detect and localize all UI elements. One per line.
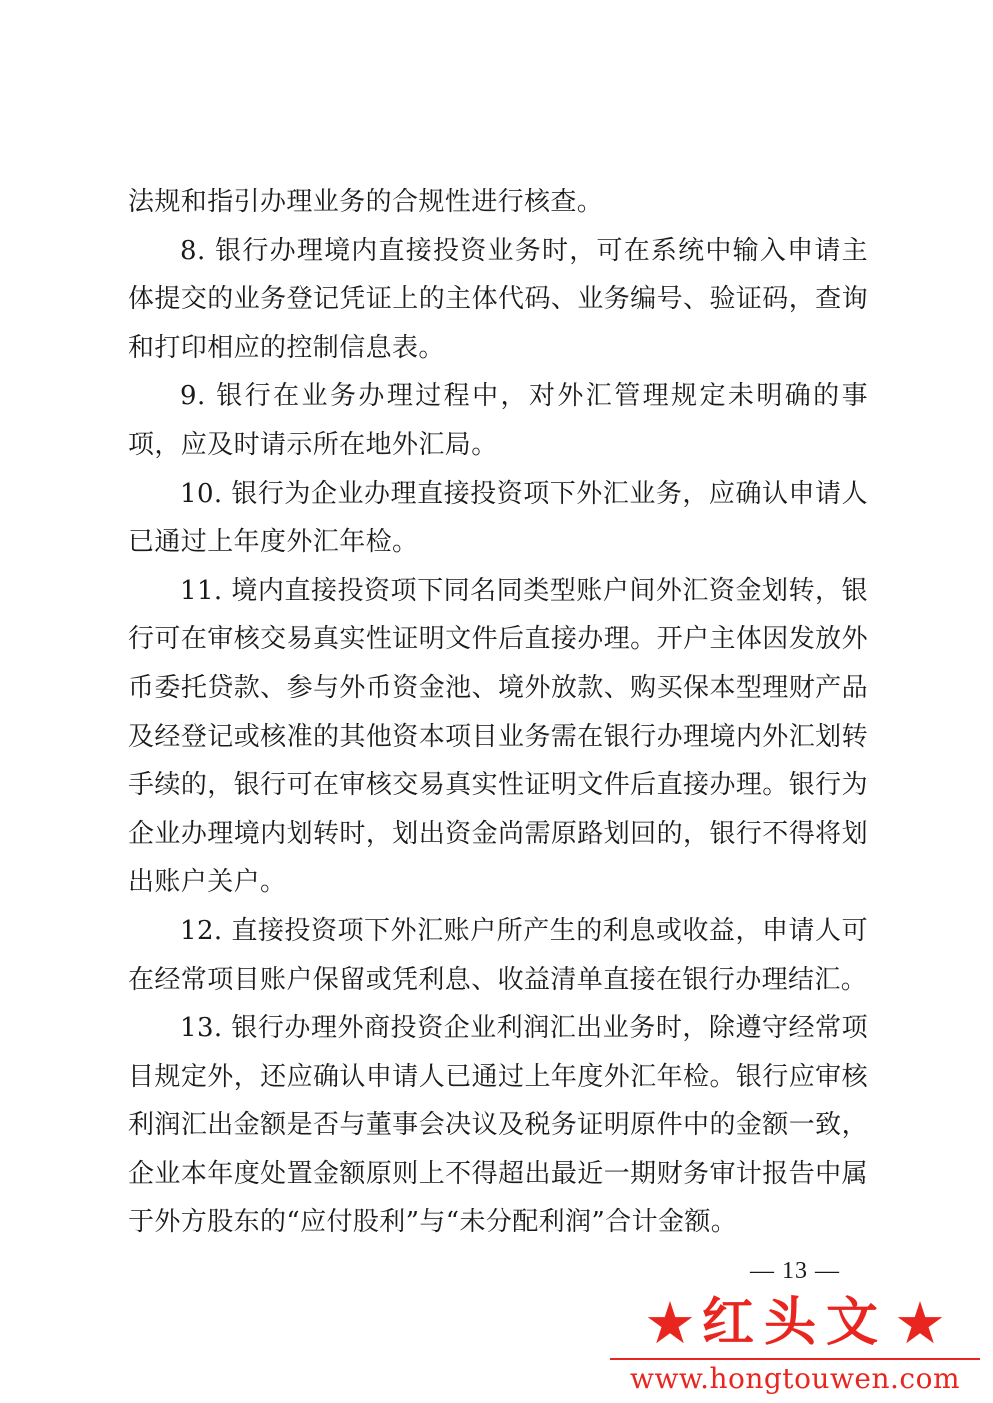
paragraph-item-10: 10. 银行为企业办理直接投资项下外汇业务，应确认申请人已通过上年度外汇年检。 — [128, 478, 868, 558]
paragraph-item-13: 13. 银行办理外商投资企业利润汇出业务时，除遵守经常项目规定外，还应确认申请人已通过上年度外汇年检。银行应审核利润汇出金额是否与董事会决议及税务证明原件中的金额一致，企业本年度处置金额原则上不得超出最近一期财务审计报告中属于外方股东的“应付股利”与“未分配利润”合计金额。 — [128, 1013, 868, 1238]
paragraph-item-8: 8. 银行办理境内直接投资业务时，可在系统中输入申请主体提交的业务登记凭证上的主体代码、业务编号、验证码，查询和打印相应的控制信息表。 — [128, 235, 868, 363]
watermark-title-row — [600, 1290, 990, 1356]
paragraph-item-11: 11. 境内直接投资项下同名同类型账户间外汇资金划转，银行可在审核交易真实性证明文件后直接办理。开户主体因发放外币委托贷款、参与外币资金池、境外放款、购买保本型理财产品及经登记或核准的其他资本项目业务需在银行办理境内外汇划转手续的，银行可在审核交易真实性证明文件后直接办理。银行为企业办理境内划转时，划出资金尚需原路划回的，银行不得将划出账户关户。 — [128, 575, 868, 898]
watermark-logo — [600, 1290, 990, 1400]
star-icon: ★ — [894, 1289, 946, 1357]
star-icon: ★ — [643, 1289, 696, 1357]
paragraph-item-9: 9. 银行在业务办理过程中，对外汇管理规定未明确的事项，应及时请示所在地外汇局。 — [128, 381, 868, 460]
watermark-title: 红头文 — [701, 1293, 888, 1353]
page-number: — 13 — — [750, 1258, 840, 1284]
watermark-url: www.hongtouwen.com — [629, 1362, 961, 1395]
paragraph-continuation: 法规和指引办理业务的合规性进行核查。 — [128, 187, 604, 217]
body-text — [128, 178, 868, 1247]
paragraph-item-12: 12. 直接投资项下外汇账户所产生的利息或收益，申请人可在经常项目账户保留或凭利息、收益清单直接在银行办理结汇。 — [128, 915, 868, 995]
